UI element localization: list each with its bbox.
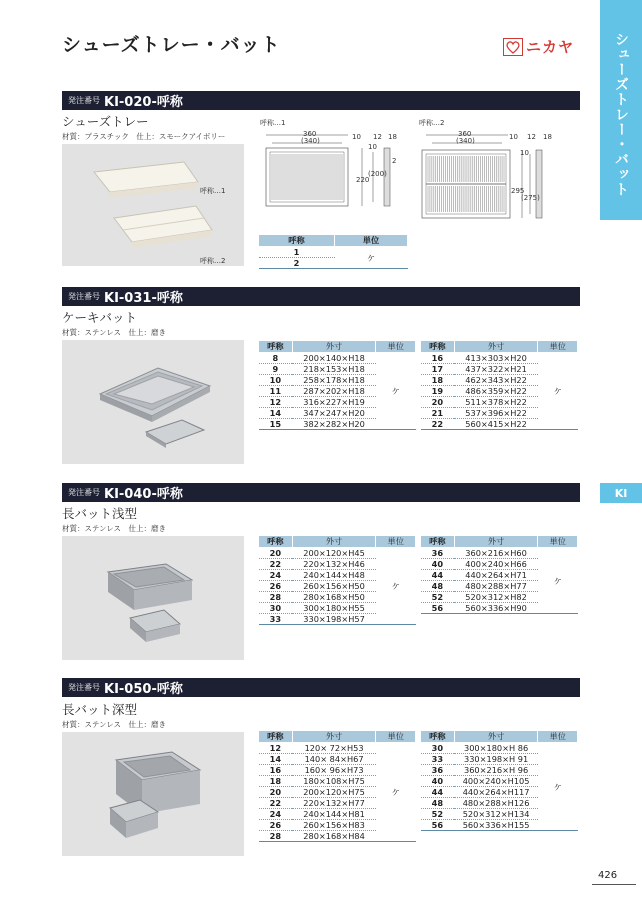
- unit-cell: ケ: [538, 548, 578, 614]
- size-code: 11: [259, 386, 293, 397]
- product-photo: [62, 144, 244, 266]
- size-code: 9: [259, 364, 293, 375]
- outer-dimensions: 360×216×H60: [454, 548, 538, 559]
- outer-dimensions: 520×312×H134: [454, 809, 538, 820]
- size-code: 36: [421, 548, 455, 559]
- outer-dimensions: 440×264×H117: [454, 787, 538, 798]
- brand-name: ニカヤ: [526, 38, 575, 56]
- dim-d: 10: [368, 143, 377, 151]
- dim-a: 10: [352, 133, 361, 141]
- size-code: 22: [259, 559, 293, 570]
- col-header-unit: 単位: [538, 731, 578, 743]
- size-code: 24: [259, 809, 293, 820]
- size-code: 20: [259, 787, 293, 798]
- table-row: [421, 743, 578, 754]
- outer-dimensions: 413×303×H20: [454, 353, 538, 364]
- outer-dimensions: 258×178×H18: [292, 375, 376, 386]
- size-code: 15: [259, 419, 293, 430]
- dim2-inner-height: (275): [521, 194, 540, 202]
- outer-dimensions: 316×227×H19: [292, 397, 376, 408]
- outer-dimensions: 560×336×H90: [454, 603, 538, 614]
- size-code: 21: [421, 408, 455, 419]
- product-name: ケーキバット: [62, 310, 138, 325]
- size-code: 8: [259, 353, 293, 364]
- col-header-size: 呼称: [259, 731, 293, 743]
- col-header-size: 呼称: [259, 341, 293, 353]
- outer-dimensions: 120× 72×H53: [292, 743, 376, 754]
- shoe-tray-illustration: [62, 144, 244, 266]
- size-code: 16: [421, 353, 455, 364]
- shallow-tray-illustration: [62, 536, 244, 660]
- size-code: 36: [421, 765, 455, 776]
- col-header-size: 呼称: [421, 731, 455, 743]
- order-number-label: 発注番号: [68, 488, 100, 497]
- outer-dimensions: 260×156×H83: [292, 820, 376, 831]
- size-code: 33: [421, 754, 455, 765]
- order-code: KI-040-呼称: [104, 487, 183, 502]
- col-header-dimensions: 外寸: [292, 731, 376, 743]
- size-code: 14: [259, 754, 293, 765]
- deep-tray-illustration: [62, 732, 244, 856]
- size-code: 33: [259, 614, 293, 625]
- order-number-label: 発注番号: [68, 96, 100, 105]
- brand-logo: [503, 36, 574, 57]
- size-code: 56: [421, 820, 455, 831]
- outer-dimensions: 330×198×H 91: [454, 754, 538, 765]
- outer-dimensions: 300×180×H55: [292, 603, 376, 614]
- order-number-bar: [62, 91, 580, 110]
- outer-dimensions: 240×144×H81: [292, 809, 376, 820]
- table-row: [259, 353, 416, 364]
- outer-dimensions: 280×168×H84: [292, 831, 376, 842]
- page-number: 426: [598, 870, 618, 881]
- size-code: 10: [259, 375, 293, 386]
- outer-dimensions: 486×359×H22: [454, 386, 538, 397]
- dim-inner-width: (340): [301, 137, 320, 145]
- size-code: 12: [259, 397, 293, 408]
- size-code: 2: [259, 258, 335, 269]
- outer-dimensions: 140× 84×H67: [292, 754, 376, 765]
- cake-tray-illustration: [62, 340, 244, 464]
- page-number-rule: [592, 884, 636, 885]
- size-code: 44: [421, 570, 455, 581]
- spec-table-right: [420, 340, 578, 430]
- outer-dimensions: 480×288×H126: [454, 798, 538, 809]
- size-code: 18: [421, 375, 455, 386]
- size-code: 24: [259, 570, 293, 581]
- outer-dimensions: 440×264×H71: [454, 570, 538, 581]
- size-code: 28: [259, 831, 293, 842]
- table-row: [259, 247, 408, 258]
- product-name: 長バット浅型: [62, 506, 138, 521]
- outer-dimensions: 280×168×H50: [292, 592, 376, 603]
- size-code: 17: [421, 364, 455, 375]
- order-number-label: 発注番号: [68, 292, 100, 301]
- spec-table-shoe-tray: [258, 234, 408, 269]
- table-row: [421, 353, 578, 364]
- size-code: 30: [259, 603, 293, 614]
- outer-dimensions: 437×322×H21: [454, 364, 538, 375]
- product-photo: [62, 732, 244, 856]
- outer-dimensions: 220×132×H77: [292, 798, 376, 809]
- drawing-label-2: 呼称…2: [419, 119, 445, 127]
- unit-cell: ケ: [335, 247, 408, 269]
- size-code: 52: [421, 592, 455, 603]
- outer-dimensions: 180×108×H75: [292, 776, 376, 787]
- dim-b: 12: [373, 133, 382, 141]
- dim2-a: 10: [509, 133, 518, 141]
- ki-index-tab[interactable]: KI: [600, 483, 642, 503]
- size-code: 30: [421, 743, 455, 754]
- drawing-figure-1: [258, 126, 408, 212]
- col-header-size: 呼称: [259, 235, 335, 247]
- order-number-label: 発注番号: [68, 683, 100, 692]
- order-code: KI-020-呼称: [104, 95, 183, 110]
- col-header-dimensions: 外寸: [292, 341, 376, 353]
- size-code: 12: [259, 743, 293, 754]
- spec-table-right: [420, 730, 578, 831]
- unit-cell: ケ: [538, 353, 578, 430]
- order-code: KI-031-呼称: [104, 291, 183, 306]
- unit-cell: ケ: [376, 743, 416, 842]
- dim2-c: 18: [543, 133, 552, 141]
- outer-dimensions: 511×378×H22: [454, 397, 538, 408]
- col-header-unit: 単位: [538, 536, 578, 548]
- photo-label-1: 呼称…1: [200, 187, 226, 195]
- outer-dimensions: 260×156×H50: [292, 581, 376, 592]
- outer-dimensions: 560×336×H155: [454, 820, 538, 831]
- outer-dimensions: 200×140×H18: [292, 353, 376, 364]
- order-code: KI-050-呼称: [104, 682, 183, 697]
- outer-dimensions: 287×202×H18: [292, 386, 376, 397]
- spec-table-right: [420, 535, 578, 614]
- col-header-unit: 単位: [376, 731, 416, 743]
- product-photo: [62, 536, 244, 660]
- size-code: 20: [421, 397, 455, 408]
- material-spec: 材質：ステンレス 仕上：磨き: [62, 328, 167, 337]
- outer-dimensions: 218×153×H18: [292, 364, 376, 375]
- unit-cell: ケ: [538, 743, 578, 831]
- size-code: 44: [421, 787, 455, 798]
- size-code: 26: [259, 820, 293, 831]
- size-code: 22: [259, 798, 293, 809]
- table-row: [421, 548, 578, 559]
- size-code: 18: [259, 776, 293, 787]
- dim2-b: 12: [527, 133, 536, 141]
- outer-dimensions: 300×180×H 86: [454, 743, 538, 754]
- dim2-inner-width: (340): [456, 137, 475, 145]
- dim-inner-height: (200): [368, 170, 387, 178]
- outer-dimensions: 200×120×H75: [292, 787, 376, 798]
- product-photo: [62, 340, 244, 464]
- product-name: シューズトレー: [62, 114, 149, 129]
- drawing-label-1: 呼称…1: [260, 119, 286, 127]
- order-number-bar: [62, 287, 580, 306]
- col-header-unit: 単位: [376, 341, 416, 353]
- table-row: [259, 743, 416, 754]
- unit-cell: ケ: [376, 353, 416, 430]
- col-header-dimensions: 外寸: [454, 341, 538, 353]
- size-code: 28: [259, 592, 293, 603]
- outer-dimensions: 520×312×H82: [454, 592, 538, 603]
- size-code: 48: [421, 798, 455, 809]
- spec-table-left: [258, 535, 416, 625]
- photo-label-2: 呼称…2: [200, 257, 226, 265]
- heart-icon: [503, 38, 523, 56]
- material-spec: 材質：プラスチック 仕上：スモークアイボリー: [62, 132, 226, 141]
- size-code: 52: [421, 809, 455, 820]
- col-header-size: 呼称: [421, 341, 455, 353]
- page-title: シューズトレー・バット: [62, 34, 281, 56]
- dim-height: 220: [356, 176, 370, 184]
- table-row: [259, 548, 416, 559]
- dim-width: 360: [303, 130, 317, 138]
- material-spec: 材質：ステンレス 仕上：磨き: [62, 524, 167, 533]
- dim-c: 18: [388, 133, 397, 141]
- unit-cell: ケ: [376, 548, 416, 625]
- size-code: 20: [259, 548, 293, 559]
- outer-dimensions: 560×415×H22: [454, 419, 538, 430]
- size-code: 16: [259, 765, 293, 776]
- size-code: 56: [421, 603, 455, 614]
- outer-dimensions: 360×216×H 96: [454, 765, 538, 776]
- outer-dimensions: 462×343×H22: [454, 375, 538, 386]
- outer-dimensions: 330×198×H57: [292, 614, 376, 625]
- col-header-size: 呼称: [259, 536, 293, 548]
- size-code: 22: [421, 419, 455, 430]
- category-side-tab[interactable]: シューズトレー・バット: [600, 0, 642, 220]
- spec-table-left: [258, 730, 416, 842]
- spec-table-left: [258, 340, 416, 430]
- outer-dimensions: 400×240×H66: [454, 559, 538, 570]
- material-spec: 材質：ステンレス 仕上：磨き: [62, 720, 167, 729]
- dim2-height: 295: [511, 187, 525, 195]
- order-number-bar: [62, 483, 580, 502]
- col-header-unit: 単位: [538, 341, 578, 353]
- size-code: 14: [259, 408, 293, 419]
- dim-e: 2: [392, 157, 397, 165]
- order-number-bar: [62, 678, 580, 697]
- outer-dimensions: 400×240×H105: [454, 776, 538, 787]
- dim2-d: 10: [520, 149, 529, 157]
- outer-dimensions: 240×144×H48: [292, 570, 376, 581]
- product-name: 長バット深型: [62, 702, 138, 717]
- dim2-width: 360: [458, 130, 472, 138]
- outer-dimensions: 347×247×H20: [292, 408, 376, 419]
- col-header-dimensions: 外寸: [454, 731, 538, 743]
- outer-dimensions: 200×120×H45: [292, 548, 376, 559]
- size-code: 48: [421, 581, 455, 592]
- size-code: 19: [421, 386, 455, 397]
- outer-dimensions: 382×282×H20: [292, 419, 376, 430]
- col-header-unit: 単位: [335, 235, 408, 247]
- outer-dimensions: 537×396×H22: [454, 408, 538, 419]
- outer-dimensions: 220×132×H46: [292, 559, 376, 570]
- col-header-size: 呼称: [421, 536, 455, 548]
- col-header-unit: 単位: [376, 536, 416, 548]
- size-code: 26: [259, 581, 293, 592]
- size-code: 40: [421, 559, 455, 570]
- col-header-dimensions: 外寸: [454, 536, 538, 548]
- col-header-dimensions: 外寸: [292, 536, 376, 548]
- outer-dimensions: 160× 96×H73: [292, 765, 376, 776]
- outer-dimensions: 480×288×H77: [454, 581, 538, 592]
- size-code: 1: [259, 247, 335, 258]
- size-code: 40: [421, 776, 455, 787]
